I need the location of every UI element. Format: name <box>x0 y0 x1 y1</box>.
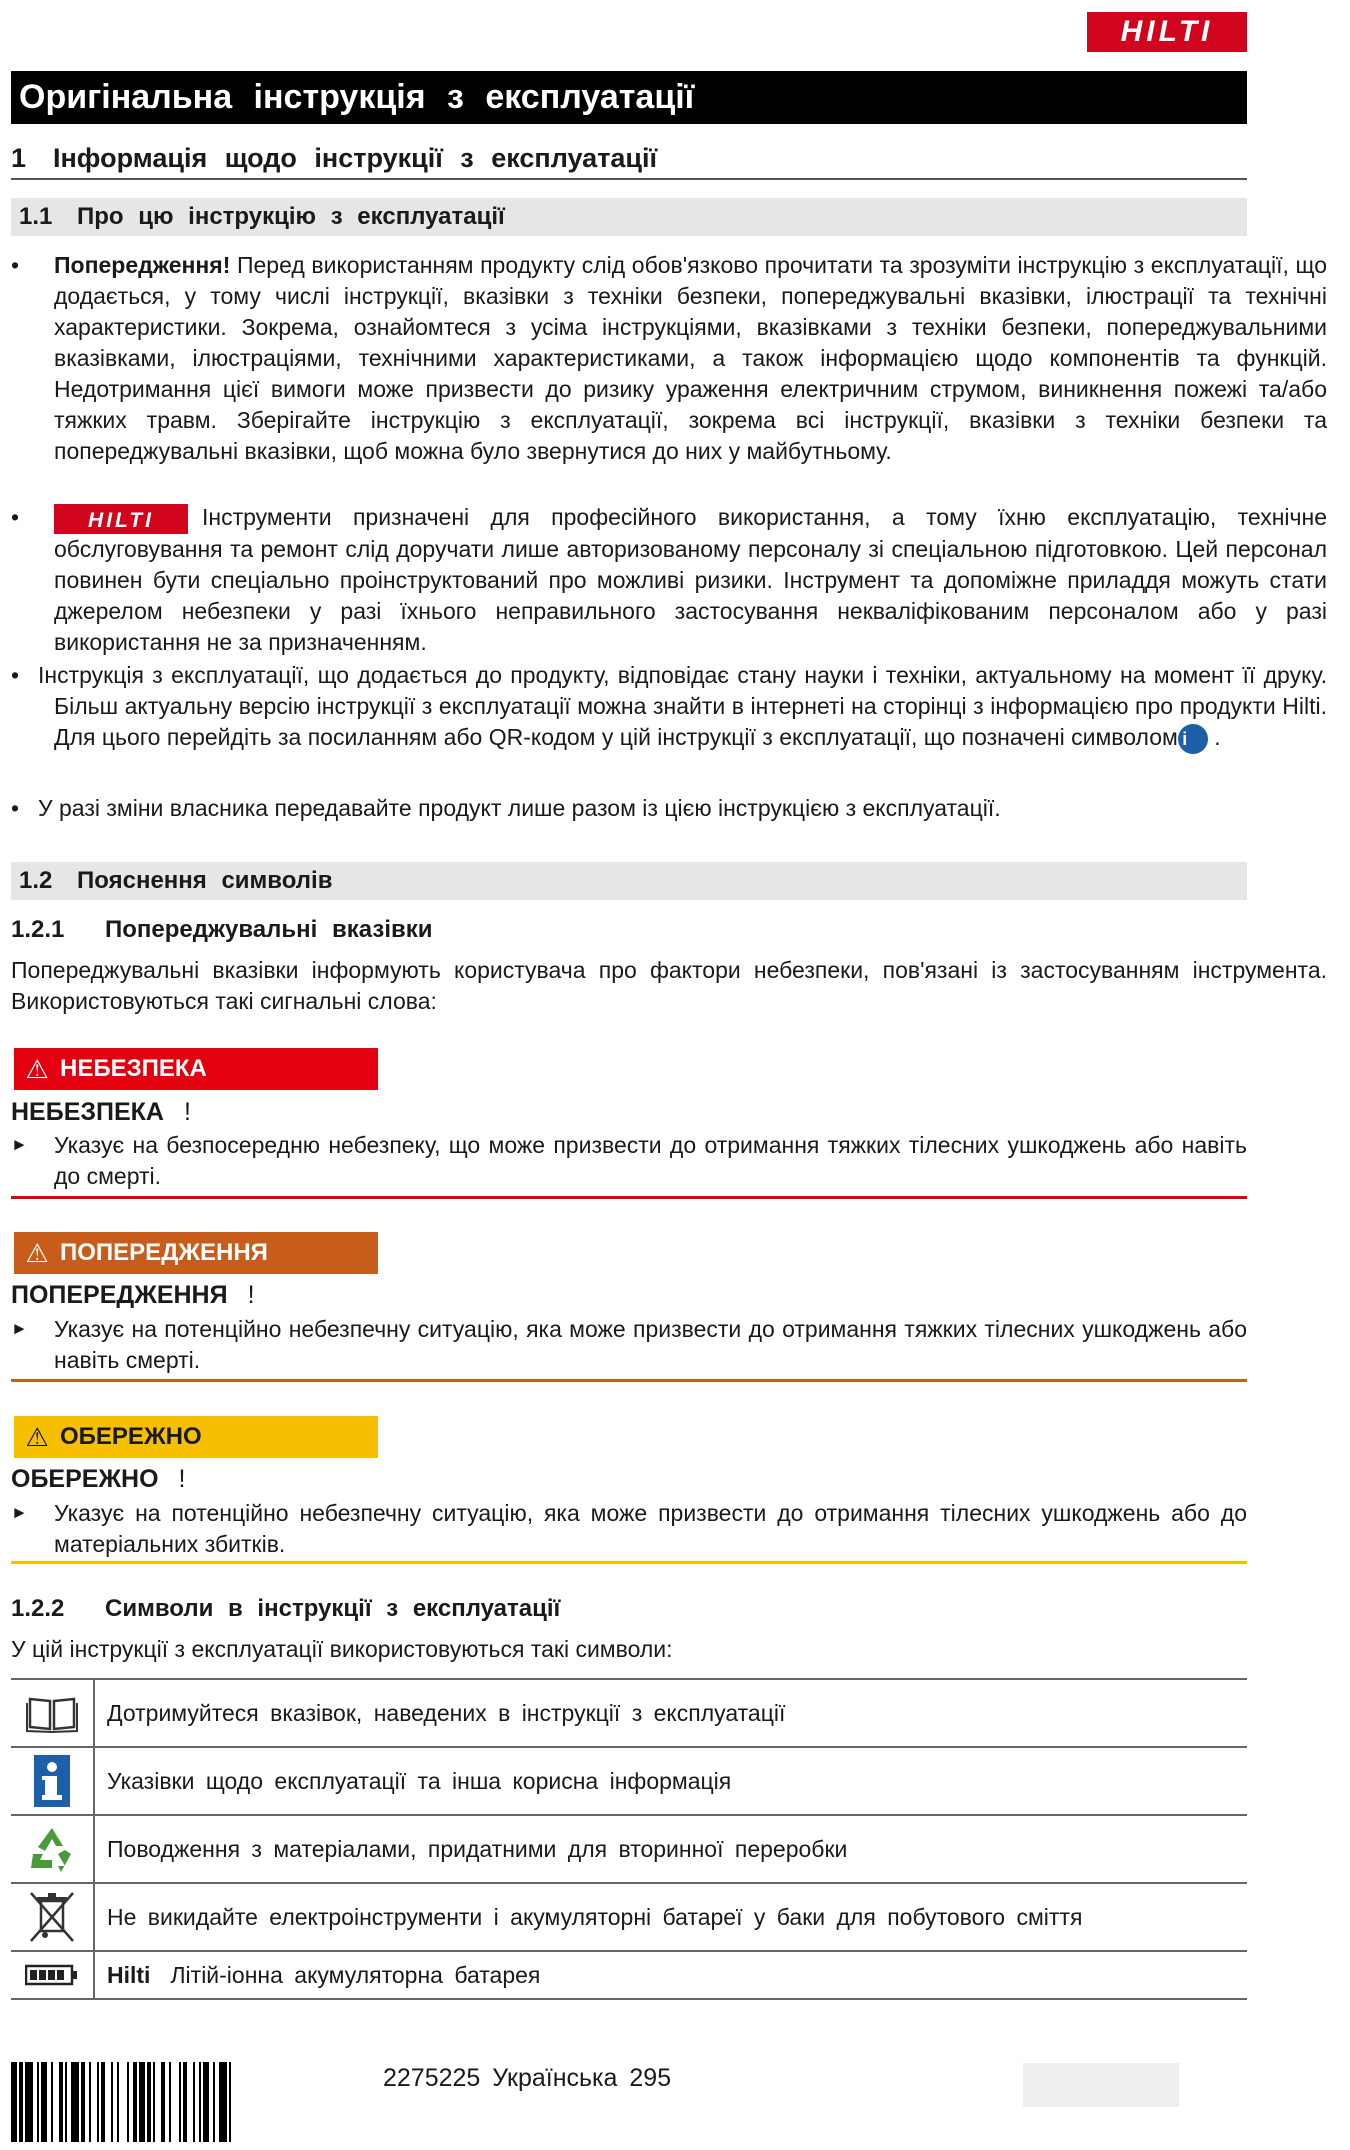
recycle-icon <box>11 1816 95 1882</box>
danger-heading <box>11 1097 191 1127</box>
warning-triangle-icon: ⚠ <box>25 1238 49 1268</box>
table-row <box>11 1816 1247 1884</box>
symbol-description: Не викидайте електроінструменти і акумуляторні батареї у баки для побутового сміття <box>107 1903 1083 1930</box>
battery-icon <box>11 1952 95 1998</box>
signal-label: НЕБЕЗПЕКА <box>60 1055 207 1082</box>
bullet-item-3 <box>11 660 1327 754</box>
exclamation-mark: ! <box>247 1281 255 1309</box>
symbol-description: Літій-іонна акумуляторна батарея <box>170 1961 541 1988</box>
section-number: 1.2.2 <box>11 1595 65 1622</box>
warning-triangle-icon: ⚠ <box>25 1054 49 1084</box>
page-title: Оригінальна інструкція з експлуатації <box>11 71 1247 124</box>
section-title: Інформація щодо інструкції з експлуатації <box>53 143 658 173</box>
bullet-text: Інструменти призначені для професійного використання, а тому їхню експлуатацію, технічне обслуговування та ремонт слід доручати лише авторизованому персоналу зі спеціальною підготовкою. Цей персонал повинен бути спеціально проінструктований про можливі ризики. Інструмент та допоміжне приладдя можуть стати джерелом небезпеки у разі їхнього неправильного застосування некваліфікованим персоналом або у разі використання не за призначенням. <box>54 504 1327 655</box>
bullet-text: Інструкція з експлуатації, що додається до продукту, відповідає стану науки і техніки, актуальному на момент її друку. Більш актуальну версію інструкції з експлуатації можна знайти в інтернеті на сторінці з інформацією про продукти Hilti. Для цього перейдіть за посиланням або QR-кодом у цій інструкції з експлуатації, що позначені символом <box>38 662 1327 750</box>
barcode-bar <box>171 2062 179 2142</box>
symbols-intro: У цій інструкції з експлуатації використовуються такі символи: <box>11 1636 673 1662</box>
section-title: Попереджувальні вказівки <box>105 916 433 943</box>
danger-label-box <box>14 1048 378 1090</box>
page-footer <box>383 2063 671 2093</box>
arrow-bullet: ► <box>11 1319 28 1338</box>
hilti-bold-text: Hilti <box>107 1961 151 1988</box>
danger-description <box>11 1130 1247 1191</box>
signal-text: Указує на потенційно небезпечну ситуацію, яка може призвести до отримання тілесних ушкоджень або до матеріальних збитків. <box>54 1500 1247 1557</box>
exclamation-mark: ! <box>184 1098 191 1126</box>
section-title: Про цю інструкцію з експлуатації <box>77 203 505 230</box>
bullet-text: Перед використанням продукту слід обов'язково прочитати та зрозуміти інструкцію з експлуатації, що додається, у тому числі інструкції, вказівки з техніки безпеки, попереджувальні вказівки, ілюстрації та технічні характеристики. Зокрема, ознайомтеся з усіма інструкціями, вказівками з техніки безпеки, попереджувальними вказівками, ілюстраціями, технічними характеристиками, а також інформацією щодо компонентів та функцій. Недотримання цієї вимоги може призвести до ризику ураження електричним струмом, виникнення пожежі та/або тяжких травм. Зберігайте інструкцію з експлуатації, зокрема всі інструкції, вказівки з техніки безпеки та попереджувальні вказівки, щоб можна було звернутися до них у майбутньому. <box>54 252 1327 464</box>
caution-separator <box>11 1561 1247 1564</box>
barcode-bar <box>119 2062 127 2142</box>
signal-label: ПОПЕРЕДЖЕННЯ <box>60 1239 268 1266</box>
symbol-description: Указівки щодо експлуатації та інша корисна інформація <box>107 1767 732 1794</box>
section-number: 1.2.1 <box>11 916 65 943</box>
warning-lead: Попередження! <box>54 252 231 278</box>
section-1-heading <box>11 140 1247 180</box>
section-1-1-heading <box>11 198 1247 236</box>
warning-description <box>11 1314 1247 1375</box>
table-row <box>11 1884 1247 1952</box>
page-number: 295 <box>629 2064 672 2092</box>
crossed-bin-icon <box>11 1884 95 1950</box>
info-icon <box>11 1748 95 1814</box>
barcode <box>11 2062 351 2142</box>
section-number: 1.2 <box>19 867 53 894</box>
info-link-icon: i <box>1178 724 1208 754</box>
barcode-bar <box>71 2062 79 2142</box>
hilti-inline-logo <box>54 504 188 534</box>
barcode-bar <box>25 2062 33 2142</box>
signal-heading-text: ПОПЕРЕДЖЕННЯ <box>11 1281 228 1309</box>
barcode-bar <box>231 2062 235 2142</box>
warning-separator <box>11 1379 1247 1382</box>
bullet-dot: • <box>11 662 20 688</box>
caution-heading <box>11 1464 186 1494</box>
symbols-table <box>11 1678 1247 2000</box>
bullet-dot: • <box>11 252 20 278</box>
symbol-description: Дотримуйтеся вказівок, наведених в інструкції з експлуатації <box>107 1699 786 1726</box>
warning-label-box <box>14 1232 378 1274</box>
barcode-bar <box>219 2062 227 2142</box>
warning-triangle-icon: ⚠ <box>25 1422 49 1452</box>
section-1-2-2-heading <box>11 1594 560 1624</box>
arrow-bullet: ► <box>11 1135 28 1154</box>
danger-separator <box>11 1196 1247 1199</box>
section-1-2-1-heading <box>11 915 433 945</box>
signal-heading-text: ОБЕРЕЖНО <box>11 1465 159 1493</box>
section-1-2-heading <box>11 862 1247 900</box>
manual-book-icon <box>11 1680 95 1746</box>
doc-number: 2275225 <box>383 2064 481 2092</box>
section-number: 1.1 <box>19 203 53 230</box>
table-row <box>11 1748 1247 1816</box>
section-title: Символи в інструкції з експлуатації <box>105 1595 561 1622</box>
logo-text: HILTI <box>88 508 154 532</box>
section-title: Пояснення символів <box>77 867 333 894</box>
warnings-intro: Попереджувальні вказівки інформують користувача про фактори небезпеки, пов'язані із застосуванням інструмента. Використовуються такі сигнальні слова: <box>11 957 1327 1014</box>
logo-text: HILTI <box>1120 15 1214 48</box>
table-row <box>11 1680 1247 1748</box>
signal-heading-text: НЕБЕЗПЕКА <box>11 1098 164 1126</box>
footer-grey-box <box>1023 2063 1179 2107</box>
arrow-bullet: ► <box>11 1503 28 1522</box>
footer-language: Українська <box>492 2064 618 2092</box>
caution-description <box>11 1498 1247 1559</box>
signal-label: ОБЕРЕЖНО <box>60 1423 202 1450</box>
bullet-dot: • <box>11 504 20 530</box>
table-row <box>11 1952 1247 2000</box>
bullet-dot: • <box>11 795 20 821</box>
warning-heading <box>11 1280 255 1310</box>
caution-label-box <box>14 1416 378 1458</box>
section-number: 1 <box>11 143 27 173</box>
bullet-item-2 <box>11 502 1327 658</box>
bullet-text: У разі зміни власника передавайте продукт лише разом із цією інструкцією з експлуатації. <box>38 795 1001 821</box>
exclamation-mark: ! <box>178 1465 186 1493</box>
signal-text: Указує на безпосередню небезпеку, що може призвести до отримання тяжких тілесних ушкоджень або навіть до смерті. <box>54 1132 1247 1189</box>
bullet-item-4 <box>11 793 1327 824</box>
bullet-item-1 <box>11 250 1327 467</box>
hilti-logo <box>1087 12 1247 52</box>
signal-text: Указує на потенційно небезпечну ситуацію, яка може призвести до отримання тяжких тілесних ушкоджень або навіть смерті. <box>54 1316 1247 1373</box>
bullet-text-end: . <box>1207 724 1221 750</box>
symbol-description: Поводження з матеріалами, придатними для вторинної переробки <box>107 1835 848 1862</box>
